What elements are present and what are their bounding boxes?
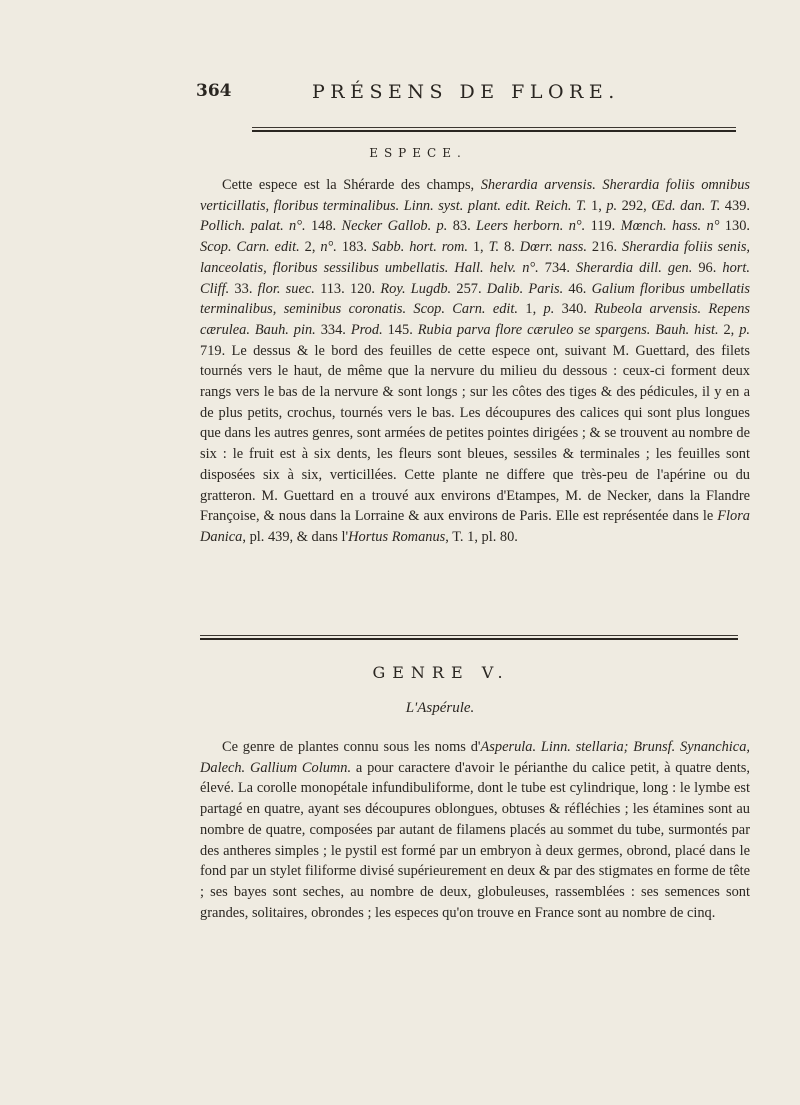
text-run: 1, bbox=[467, 239, 489, 256]
italic-run: Flora Danica bbox=[200, 508, 750, 545]
text-run: 439. bbox=[720, 197, 750, 214]
text-run: 145. bbox=[382, 321, 418, 338]
paragraph bbox=[200, 175, 750, 548]
paragraph bbox=[200, 737, 750, 923]
page-number: 364 bbox=[196, 81, 232, 101]
text-run: 292, bbox=[617, 197, 652, 214]
italic-run: hort. Cliff. bbox=[200, 259, 750, 297]
text-run: 1, bbox=[518, 301, 544, 318]
italic-run: Asperula. Linn. stellaria; Brunsf. Synanchica, Dalech. Gallium Column. bbox=[200, 739, 750, 776]
italic-run: Galium floribus umbellatis terminalibus, seminibus coronatis. Scop. Carn. edit. bbox=[200, 280, 751, 318]
italic-run: Sherardia foliis senis, lanceolatis, floribus sessilibus umbellatis. Hall. helv. n°. bbox=[200, 239, 751, 276]
italic-run: Leers herborn. n°. bbox=[476, 218, 586, 235]
text-run: , T. 1, pl. 80. bbox=[445, 528, 518, 545]
text-run: 113. 120. bbox=[314, 280, 381, 297]
text-run: 2, bbox=[299, 239, 321, 256]
italic-run: p. bbox=[606, 197, 618, 214]
text-run: Ce genre de plantes connu sous les noms d' bbox=[222, 739, 481, 755]
text-run: 130. bbox=[719, 218, 750, 235]
italic-run: Rubeola arvensis. Repens cærulea. Bauh. pin. bbox=[200, 301, 750, 338]
text-run: 216. bbox=[587, 239, 623, 256]
italic-run: Hortus Romanus bbox=[348, 528, 446, 545]
italic-run: T. bbox=[488, 239, 500, 256]
text-run: 83. bbox=[447, 218, 477, 235]
species-description bbox=[200, 175, 750, 548]
text-run: 334. bbox=[315, 321, 351, 338]
text-run: 734. bbox=[538, 259, 577, 276]
italic-run: p. bbox=[739, 321, 750, 338]
italic-run: Sherardia dill. gen. bbox=[576, 259, 693, 276]
italic-run: Rubia parva flore cæruleo se spargens. Bauh. hist. bbox=[417, 321, 719, 338]
text-run: 340. bbox=[554, 301, 595, 318]
header-rule bbox=[252, 127, 736, 132]
italic-run: Pollich. palat. n°. bbox=[200, 218, 306, 235]
italic-run: flor. suec. bbox=[257, 280, 315, 297]
text-run: 1, bbox=[586, 197, 607, 214]
italic-run: Dœrr. nass. bbox=[519, 239, 588, 256]
running-head bbox=[196, 81, 746, 107]
text-run: 8. bbox=[499, 239, 520, 256]
italic-run: Œd. dan. T. bbox=[651, 197, 721, 214]
text-run: 119. bbox=[585, 218, 621, 235]
italic-run: Scop. Carn. edit. bbox=[200, 239, 300, 256]
text-run: Cette espece est la Shérarde des champs, bbox=[222, 177, 481, 193]
italic-run: p. bbox=[543, 301, 555, 318]
text-run: 46. bbox=[563, 280, 592, 297]
section-rule bbox=[200, 635, 738, 640]
genre-description bbox=[200, 737, 750, 923]
text-run: a pour caractere d'avoir le périanthe du calice petit, à quatre dents, élevé. La corolle monopétale infundibuliforme, dont le tube est cylindrique, long : le lymbe est partagé en quatre, ayant ses découpures oblongues, obtuses & réfléchies ; les étamines sont au nombre de quatre, composées par autant de filamens placés au sommet du tube, surmontés par des antheres simples ; le pystil est formé par un embryon à deux germes, obrond, placé dans le fond par un stylet filiforme divisé supérieurement en deux & par des stigmates en forme de tête ; ses bayes sont seches, au nombre de deux, globuleuses, rassemblées : ses semences sont grandes, solitaires, obrondes ; les especes qu'on trouve en France sont au nombre de cinq. bbox=[200, 759, 750, 921]
text-run: , pl. 439, & dans l' bbox=[242, 528, 349, 545]
text-run: 183. bbox=[336, 239, 372, 256]
italic-run: Necker Gallob. p. bbox=[341, 218, 448, 235]
italic-run: n°. bbox=[320, 239, 337, 256]
running-title: PRÉSENS DE FLORE. bbox=[312, 81, 620, 103]
italic-run: Mœnch. hass. n° bbox=[620, 218, 720, 235]
italic-run: Sabb. hort. rom. bbox=[371, 239, 468, 256]
section-heading: ESPECE. bbox=[369, 146, 467, 160]
genre-subtitle: L'Aspérule. bbox=[405, 700, 475, 716]
italic-run: Roy. Lugdb. bbox=[380, 280, 452, 297]
genre-heading: GENRE V. bbox=[372, 663, 510, 682]
text-run: 148. bbox=[305, 218, 342, 235]
text-run: 33. bbox=[229, 280, 258, 297]
italic-run: Prod. bbox=[350, 321, 383, 338]
italic-run: Dalib. Paris. bbox=[486, 280, 564, 297]
text-run: 719. Le dessus & le bord des feuilles de cette espece ont, suivant M. Guettard, des filets tournés vers le haut, de même que la nervure du milieu du dessous : ceux-ci forment deux rangs vers le bas de la nervure & sont longs ; sur les côtes des tiges & des pédicules, il y en a de plus petits, crochus, tournés vers le bas. Les découpures des calices qui sont plus longues que dans les autres genres, sont armées de petites pointes dirigées ; & se trouvent au nombre de six : le fruit est à six dents, les fleurs sont bleues, sessiles & terminales ; les feuilles sont disposées six à six, verticillées. Cette plante ne differe que très-peu de l'apérine ou du gratteron. M. Guettard en a trouvé aux environs d'Etampes, M. de Necker, dans la Flandre Françoise, & nous dans la Lorraine & aux environs de Paris. Elle est représentée dans le bbox=[200, 342, 750, 525]
text-run: 2, bbox=[718, 321, 740, 338]
text-run: 96. bbox=[692, 259, 723, 276]
italic-run: Sherardia arvensis. Sherardia foliis omnibus verticillatis, floribus terminalibus. Linn. syst. plant. edit. Reich. T. bbox=[200, 177, 750, 214]
text-run: 257. bbox=[451, 280, 487, 297]
